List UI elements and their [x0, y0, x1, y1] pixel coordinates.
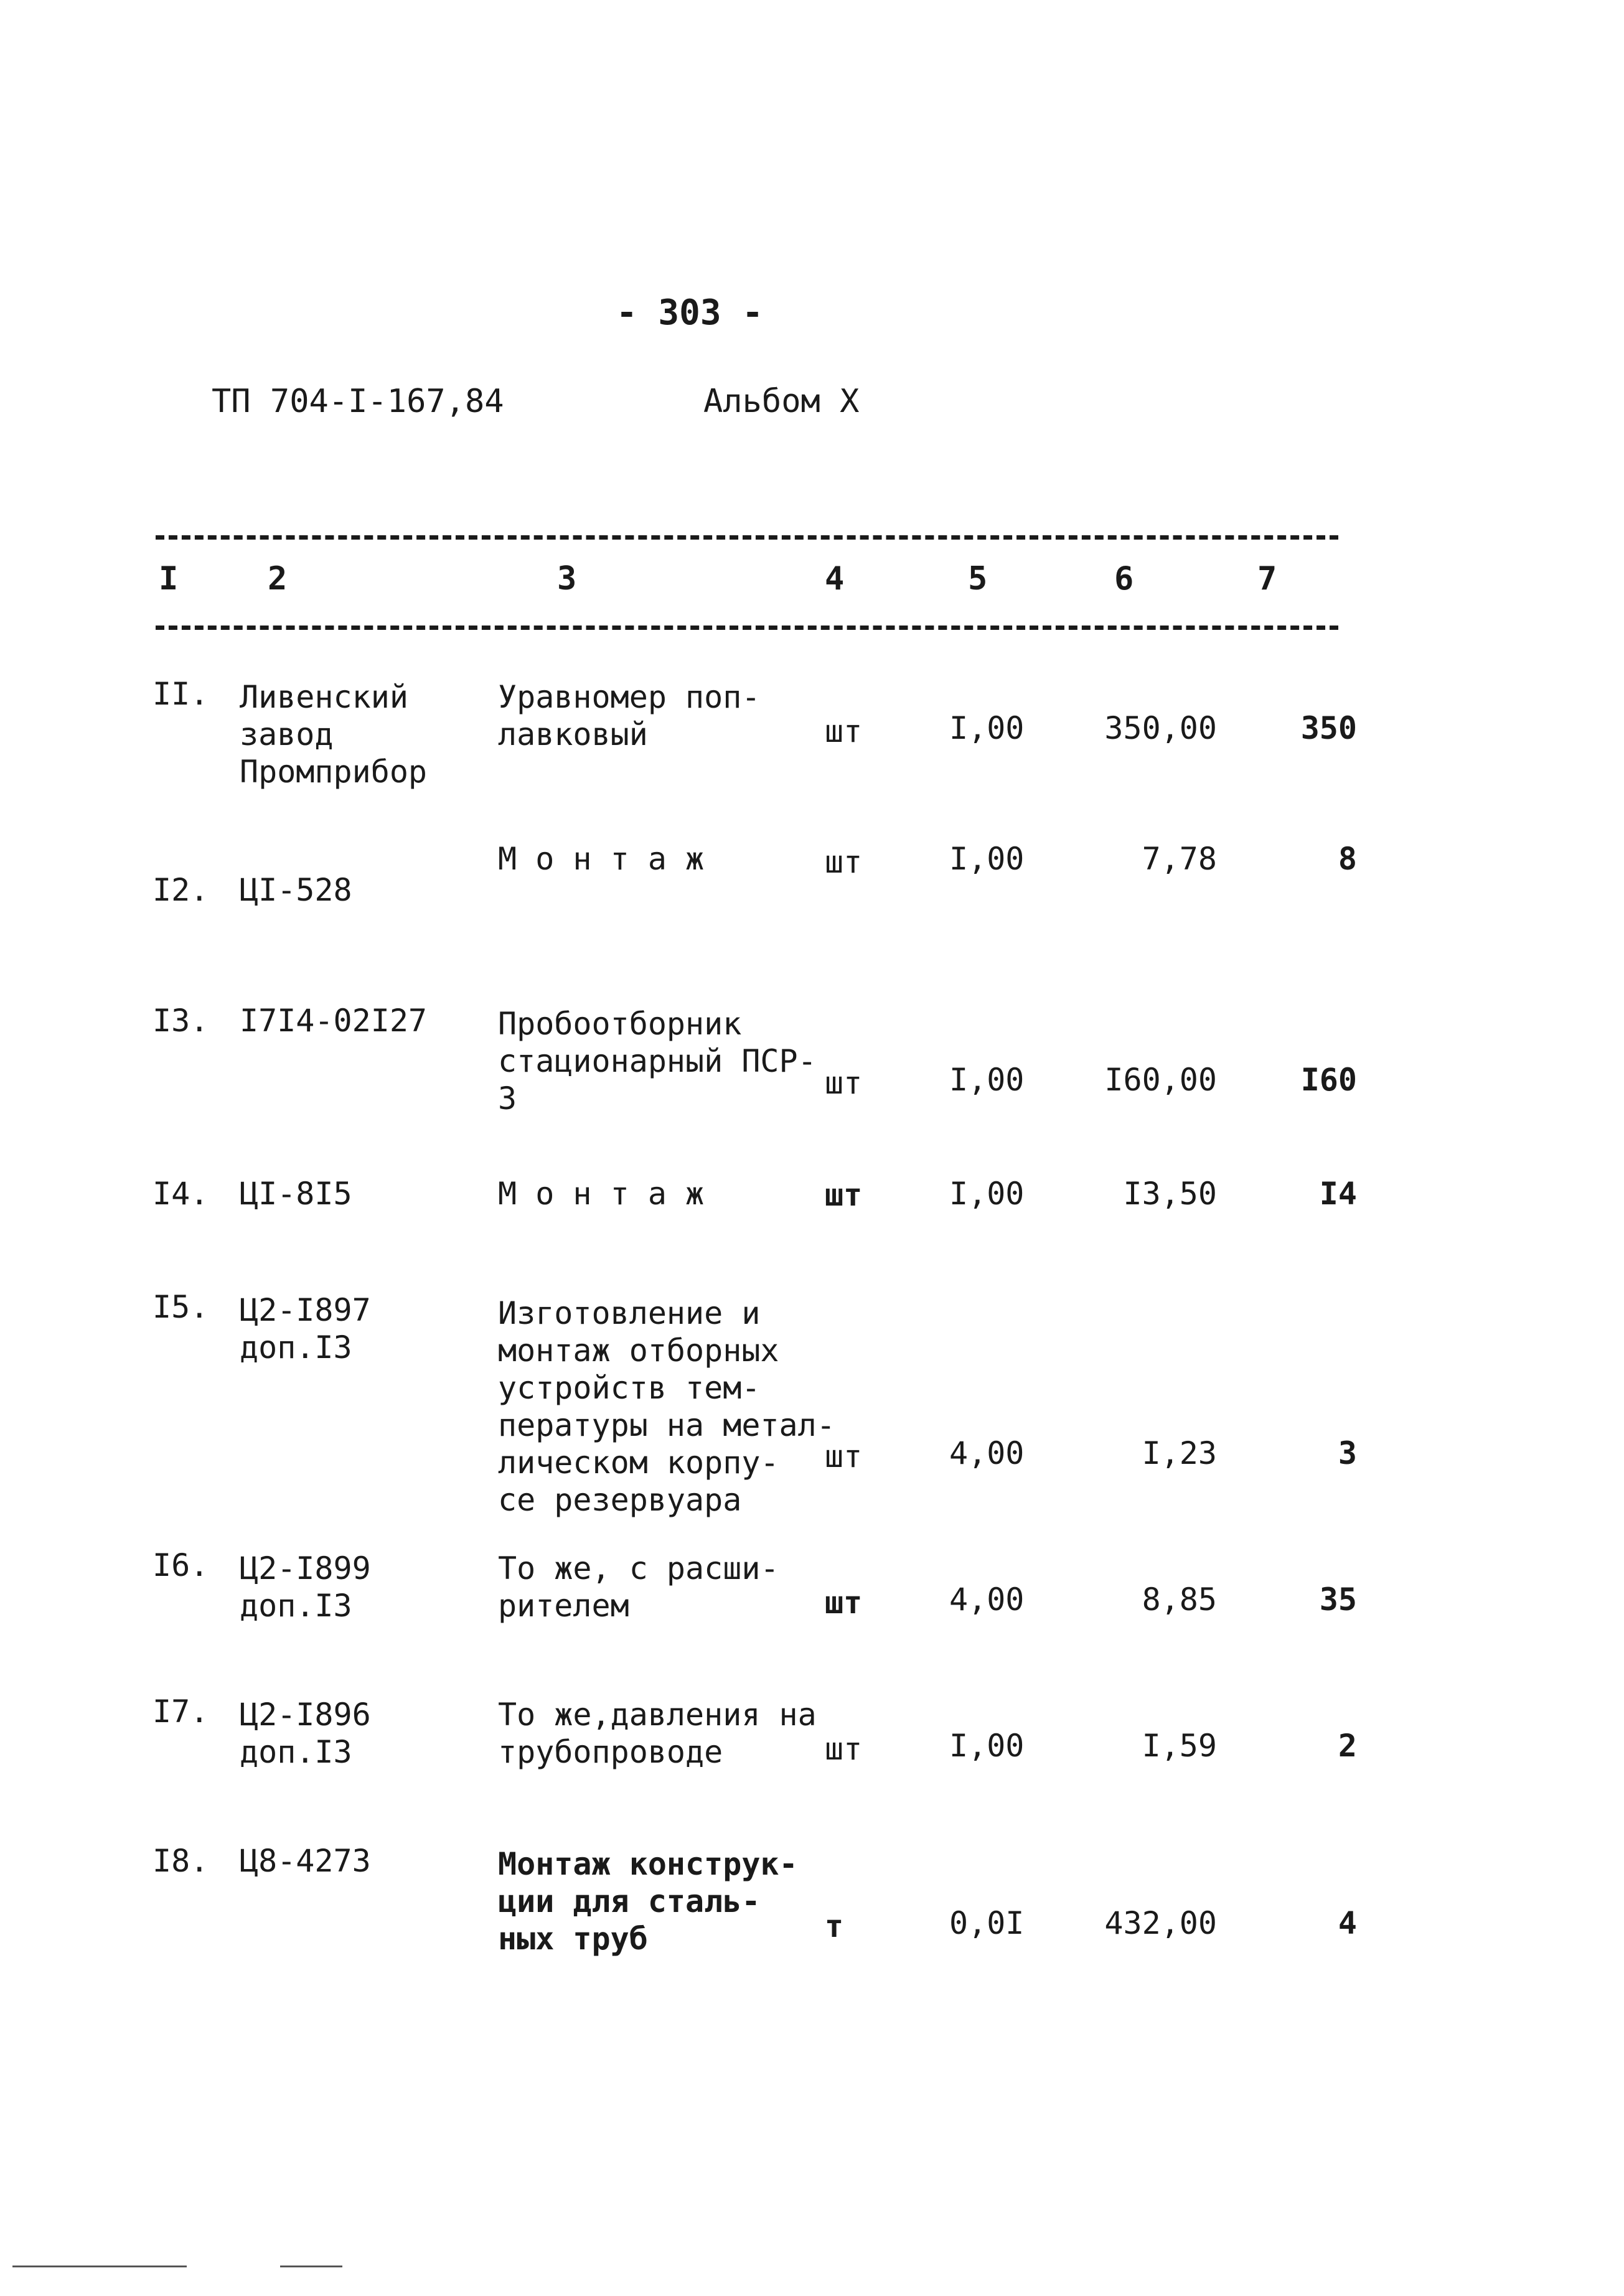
row-description: М о н т а ж: [498, 841, 705, 877]
row-unit: шт: [825, 1065, 863, 1101]
row-description: Пробоотборник стационарный ПСР- 3: [498, 1006, 817, 1117]
row-code: Ц2-I896 доп.I3: [240, 1697, 371, 1770]
row-price: 432,00: [1104, 1905, 1217, 1941]
column-header-6: 6: [1114, 560, 1134, 597]
row-description: То же, с расши- рителем: [498, 1550, 779, 1624]
row-unit: шт: [825, 713, 863, 749]
row-total: 4: [1338, 1905, 1357, 1941]
row-quantity: 4,00: [949, 1581, 1025, 1618]
row-description: То же,давления на трубопроводе: [498, 1697, 817, 1770]
row-unit: т: [825, 1908, 844, 1944]
row-quantity: I,00: [949, 710, 1025, 746]
row-total: I4: [1319, 1176, 1357, 1212]
row-number: I8.: [153, 1843, 209, 1879]
row-number: I7.: [153, 1694, 209, 1730]
column-header-1: I: [159, 560, 179, 597]
column-header-5: 5: [968, 560, 988, 597]
document-code: ТП 704-I-167,84: [212, 383, 504, 420]
column-header-3: 3: [557, 560, 577, 597]
row-total: 350: [1300, 710, 1357, 746]
bottom-margin-line-left: [12, 2266, 187, 2267]
row-price: 350,00: [1104, 710, 1217, 746]
row-quantity: I,00: [949, 841, 1025, 877]
row-code: Ливенский завод Промприбор: [240, 679, 428, 790]
row-code: Ц8-4273: [240, 1843, 371, 1879]
row-code: Ц2-I897 доп.I3: [240, 1292, 371, 1366]
row-number: I2.: [153, 872, 209, 908]
row-price: I60,00: [1104, 1062, 1217, 1098]
row-price: 7,78: [1142, 841, 1217, 877]
column-header-7: 7: [1257, 560, 1277, 597]
row-unit: шт: [825, 1585, 863, 1621]
row-description: Монтаж конструк- ции для сталь- ных труб: [498, 1846, 798, 1957]
row-quantity: I,00: [949, 1728, 1025, 1764]
row-unit: шт: [825, 844, 863, 880]
row-code: I7I4-02I27: [240, 1003, 428, 1039]
row-number: I4.: [153, 1176, 209, 1212]
row-number: II.: [153, 676, 209, 712]
row-description: Уравномер поп- лавковый: [498, 679, 761, 752]
row-quantity: 4,00: [949, 1435, 1025, 1471]
row-total: 8: [1338, 841, 1357, 877]
row-total: 35: [1319, 1581, 1357, 1618]
row-code: ЦI-528: [240, 872, 352, 908]
page-number: - 303 -: [616, 293, 764, 333]
column-header-4: 4: [825, 560, 845, 597]
row-price: I,23: [1142, 1435, 1217, 1471]
row-number: I6.: [153, 1547, 209, 1583]
bottom-margin-line-right: [280, 2266, 342, 2267]
row-number: I3.: [153, 1003, 209, 1039]
row-price: I,59: [1142, 1728, 1217, 1764]
row-total: 3: [1338, 1435, 1357, 1471]
row-code: ЦI-8I5: [240, 1176, 352, 1212]
row-total: 2: [1338, 1728, 1357, 1764]
row-unit: шт: [825, 1731, 863, 1767]
row-description: Изготовление и монтаж отборных устройств тем- пературы на метал- лическом корпу- се резервуара: [498, 1295, 835, 1518]
row-number: I5.: [153, 1289, 209, 1325]
row-code: Ц2-I899 доп.I3: [240, 1550, 371, 1624]
row-quantity: I,00: [949, 1062, 1025, 1098]
row-price: I3,50: [1123, 1176, 1217, 1212]
column-header-2: 2: [268, 560, 288, 597]
row-quantity: 0,0I: [949, 1905, 1025, 1941]
album-label: Альбом X: [703, 383, 860, 420]
row-unit: шт: [825, 1177, 863, 1213]
row-price: 8,85: [1142, 1581, 1217, 1618]
row-description: М о н т а ж: [498, 1176, 705, 1212]
row-total: I60: [1300, 1062, 1357, 1098]
row-unit: шт: [825, 1438, 863, 1474]
row-quantity: I,00: [949, 1176, 1025, 1212]
